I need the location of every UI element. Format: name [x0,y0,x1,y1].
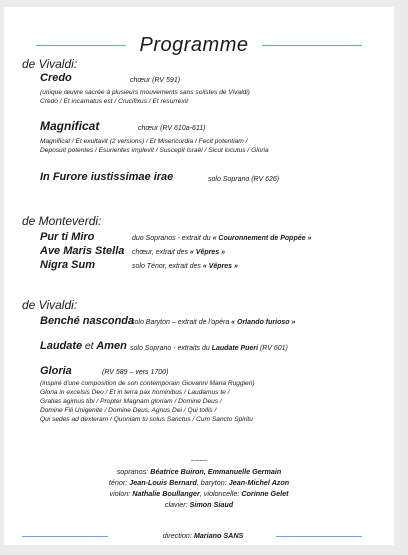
note-emphasis: « Vêpres » [202,263,238,270]
work-magnificat [40,119,99,133]
work-note: chœur (RV 610a-611) [138,125,206,132]
note-text: duo Sopranos - extrait du [132,235,213,242]
credit-label: clavier: [164,500,190,509]
work-description [40,379,255,424]
credit-name: Jean-Louis Bernard [129,478,197,487]
desc-line: (unique œuvre sacrée à plusieurs mouvements sans solistes de Vivaldi) [40,89,250,96]
credit-label: ténor: [108,478,130,487]
note-emphasis: Laudate Pueri [211,345,259,352]
work-title: Pur ti Miro [40,231,95,243]
work-description [40,88,250,106]
credit-name: Jean-Michel Azon [228,478,290,487]
work-title: In Furore iustissimae irae [40,171,174,183]
work-note [132,249,225,256]
desc-line: Credo / Et incarnatus est / Crucifixus / Et resurrexit [40,98,189,105]
credit-label: violon: [109,489,133,498]
composer-heading-vivaldi: de Vivaldi: [22,57,78,71]
footer-rule-right [276,536,362,537]
desc-line: Gloria in excelsis Deo / Et in terra pax hominibus / Laudamus te / [40,389,230,396]
note-emphasis: « Vêpres » [189,249,225,256]
note-text: solo Baryton – extrait de l'opéra [131,319,232,326]
credits-violon-violoncelle [4,489,394,499]
desc-line: Qui sedes ad dexteram / Quoniam tu solus Sanctus / Cum Sancto Spiritu [40,416,253,423]
note-emphasis: « Couronnement de Poppée » [212,235,312,242]
credits-tenor-baryton [4,478,394,488]
credit-label: direction: [162,531,194,540]
credits-direction [128,531,278,540]
title-rule-left [36,45,126,46]
note-text: chœur, extrait des [132,249,190,256]
work-nigra-sum [40,259,95,271]
work-title: Credo [40,72,72,84]
work-pur-ti-miro [40,231,94,243]
work-title-b: Amen [96,340,127,352]
credit-label: , baryton: [196,478,229,487]
work-title: Ave Maris Stella [40,245,125,257]
work-note [131,319,295,326]
credit-name: Nathalie Boullanger [132,489,200,498]
desc-line: (inspiré d'une composition de son contemporain Giovanni Maria Ruggieri) [40,380,255,387]
desc-line: Domine Fili Unigenite / Domine Deus, Agnus Dei / Qui tollis / [40,407,217,414]
title-row [4,33,394,57]
page-title: Programme [139,34,249,56]
work-ave-maris-stella [40,245,124,257]
work-note [132,263,238,270]
credit-name: Mariano SANS [193,531,244,540]
credit-name: Simon Siaud [189,500,234,509]
credits-clavier [4,500,394,510]
note-emphasis: « Orlando furioso » [231,319,296,326]
composer-heading-monteverdi: de Monteverdi: [22,214,102,228]
work-credo [40,72,72,84]
work-laudate-amen [40,340,127,352]
work-title: Nigra Sum [40,259,96,271]
work-note [130,345,288,352]
work-benche-nasconda [40,315,134,327]
desc-line: Magnificat / Et exultavit (2 versions) / Et Misericordia / Fecit potentiam / [40,138,248,145]
credit-name: Béatrice Buiron, Emmanuelle Germain [150,467,282,476]
work-note [132,235,311,242]
work-note: (RV 589 – vers 1700) [102,369,169,376]
work-note: chœur (RV 591) [130,77,181,84]
credit-label: sopranos: [116,467,151,476]
credit-name: Corinne Gelet [241,489,289,498]
program-sheet [4,7,394,545]
desc-line: Gratias agimus tibi / Propter Magnam gloriam / Domine Deus / [40,398,222,405]
work-note: solo Soprano (RV 626) [208,176,280,183]
title-rule-right [262,45,362,46]
composer-heading-vivaldi-2: de Vivaldi: [22,298,78,312]
work-title: Gloria [40,365,72,377]
credit-label: , violoncelle: [199,489,242,498]
work-title-a: Laudate [40,340,83,352]
work-title: Magnificat [40,119,100,133]
desc-line: Deposuit potentes / Esurientes implevit / Suscepit Israël / Sicut locutus / Gloria [40,147,269,154]
note-text: solo Ténor, extrait des [132,263,203,270]
work-in-furore [40,171,173,183]
work-gloria [40,365,72,377]
footer-rule-left [22,536,108,537]
work-description [40,137,269,155]
credits-separator: ~~~~ [190,456,208,465]
note-text: solo Soprano - extraits du [130,345,212,352]
work-title-connector: et [84,340,94,352]
note-text: (RV 601) [258,345,288,352]
work-title: Benché nasconda [40,315,135,327]
credits-sopranos [4,467,394,477]
